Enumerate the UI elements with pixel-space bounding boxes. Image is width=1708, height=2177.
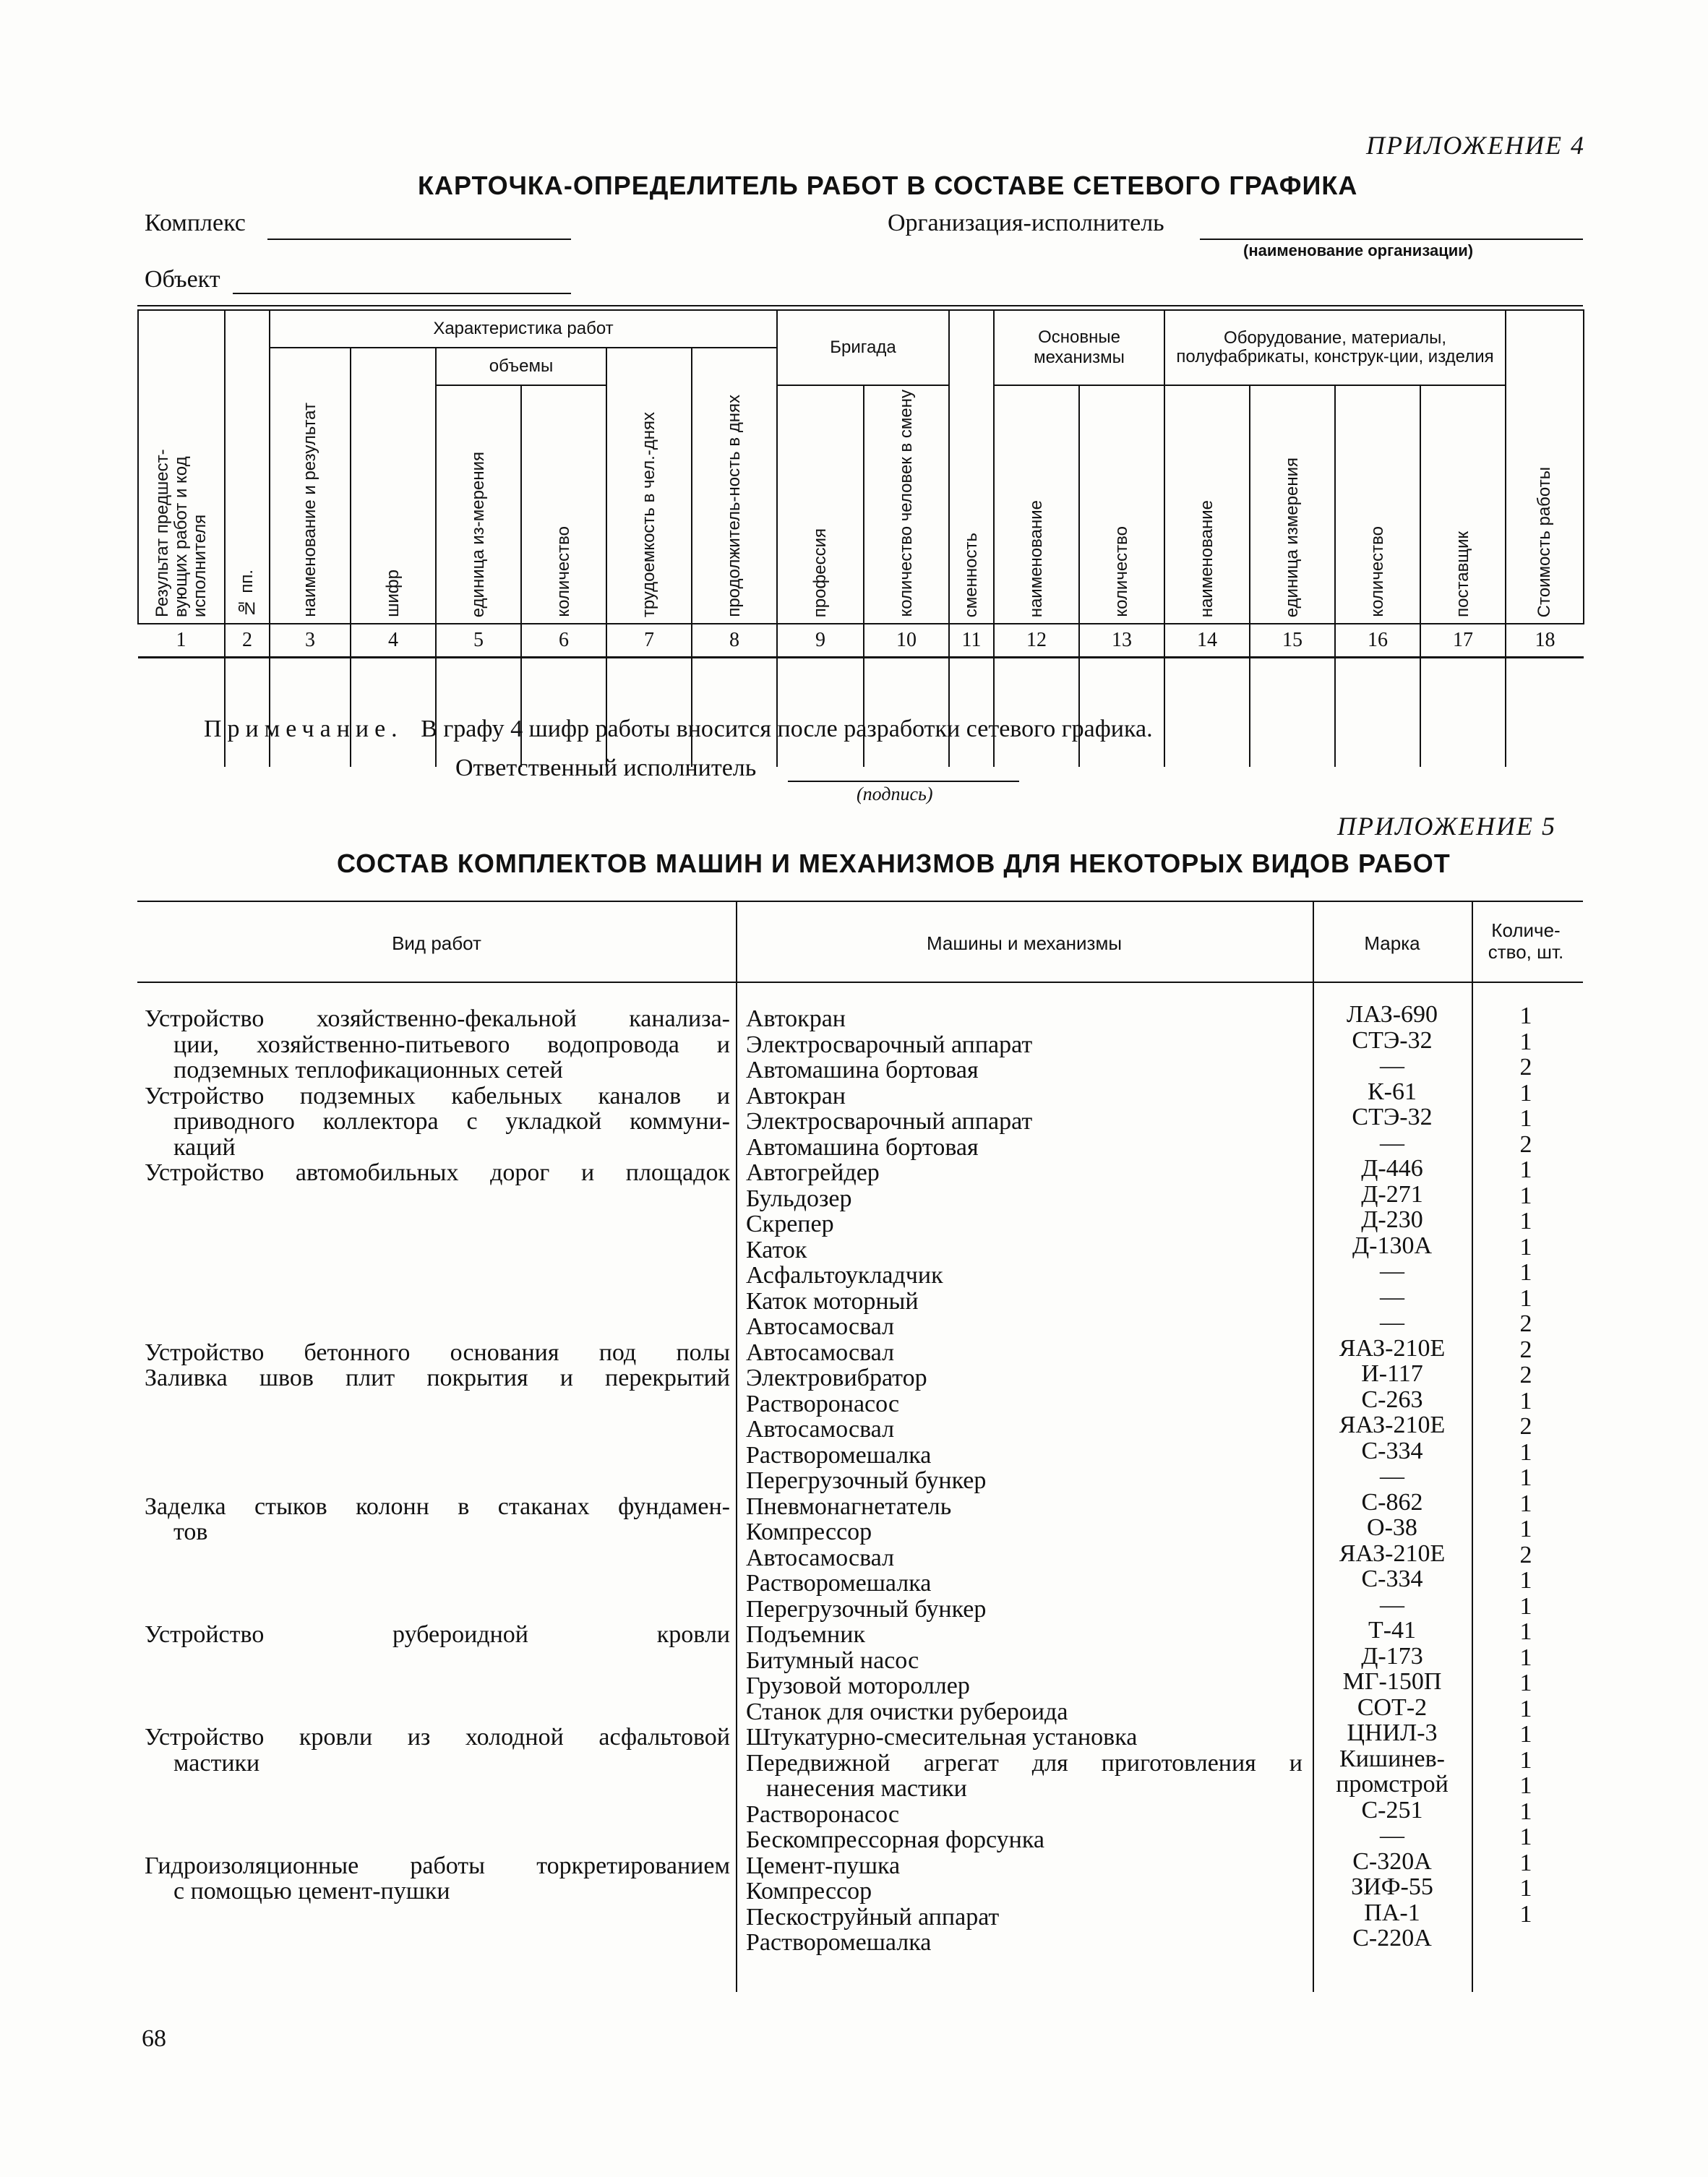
col-number: 14	[1164, 624, 1250, 658]
machine-brand: ЯАЗ-210Е	[1339, 1540, 1446, 1567]
machine-brand: С-220А	[1352, 1925, 1432, 1951]
machine-brand: СОТ-2	[1357, 1693, 1428, 1721]
group-characteristic: Характеристика работ	[270, 310, 777, 348]
blank-cell[interactable]	[351, 658, 436, 768]
machine-name: Подъемник	[746, 1621, 865, 1648]
machine-name: Асфальтоукладчик	[746, 1262, 943, 1289]
header-work: Вид работ	[392, 932, 481, 954]
machine-brand: —	[1380, 1822, 1404, 1849]
col-no-header: № пп.	[225, 310, 270, 624]
machine-brand: Д-130А	[1352, 1232, 1433, 1259]
machine-quantity: 1	[1519, 1233, 1532, 1261]
machine-quantity: 1	[1519, 1900, 1532, 1928]
card-blank-row	[138, 658, 1584, 768]
col-labor-header: трудоемкость в чел.-днях	[606, 348, 692, 624]
col-number: 9	[777, 624, 864, 658]
page-number: 68	[142, 2025, 166, 2052]
machine-name: Автомашина бортовая	[746, 1057, 979, 1083]
work-type-line: каций	[173, 1133, 236, 1161]
machine-name: Битумный насос	[746, 1646, 919, 1674]
blank-cell[interactable]	[138, 658, 225, 768]
machine-quantity: 1	[1519, 1592, 1532, 1620]
machine-quantity: 1	[1519, 1875, 1532, 1902]
machine-quantity: 2	[1519, 1336, 1532, 1363]
column-numbers-row	[138, 624, 1584, 658]
machine-quantity: 1	[1519, 1284, 1532, 1312]
col-number: 12	[994, 624, 1079, 658]
col-number: 7	[606, 624, 692, 658]
machine-quantity: 1	[1519, 1490, 1532, 1517]
machine-quantity: 1	[1519, 1516, 1532, 1542]
work-type-line: Устройство рубероидной кровли	[145, 1621, 730, 1648]
complex-label: Комплекс	[145, 210, 246, 236]
machine-quantity: 1	[1519, 1028, 1532, 1055]
work-type-line: Гидроизоляционные работы торкретированием	[145, 1852, 730, 1879]
blank-cell[interactable]	[225, 658, 270, 768]
machine-name: Автокран	[746, 1005, 846, 1032]
blank-cell[interactable]	[949, 658, 994, 768]
appendix-4-label: ПРИЛОЖЕНИЕ 4	[1366, 131, 1585, 160]
blank-cell[interactable]	[864, 658, 949, 768]
machine-name: Автогрейдер	[746, 1159, 880, 1186]
work-type-line: приводного коллектора с укладкой коммуни-	[173, 1108, 730, 1135]
work-type-line: Устройство подземных кабельных каналов и	[145, 1082, 730, 1109]
machine-quantity: 1	[1519, 1670, 1532, 1696]
machine-brand: Д-173	[1361, 1642, 1423, 1670]
machine-quantity: 2	[1519, 1310, 1532, 1337]
machine-brand: Д-271	[1361, 1180, 1423, 1208]
machine-quantity: 1	[1519, 1824, 1532, 1850]
machine-name: Автомашина бортовая	[746, 1133, 979, 1161]
machine-brand: И-117	[1361, 1360, 1423, 1387]
col-number: 1	[138, 624, 225, 658]
table5-top-rule	[137, 901, 1583, 902]
object-label: Объект	[145, 266, 220, 293]
machine-brand: С-334	[1361, 1437, 1423, 1464]
appendix-5-title: СОСТАВ КОМПЛЕКТОВ МАШИН И МЕХАНИЗМОВ ДЛЯ НЕКОТОРЫХ ВИДОВ РАБОТ	[337, 849, 1451, 878]
work-type-line: мастики	[173, 1749, 260, 1777]
machine-name: Растворонасос	[746, 1390, 900, 1417]
note-text: В графу 4 шифр работы вносится после разработки сетевого графика.	[421, 716, 1153, 742]
machine-name: Станок для очистки рубероида	[746, 1698, 1068, 1725]
col-shifts-header: сменность	[949, 310, 994, 624]
machine-quantity: 1	[1519, 1079, 1532, 1107]
col-number: 10	[864, 624, 949, 658]
machine-name: Автосамосвал	[746, 1416, 895, 1443]
machine-brand: ЛАЗ-690	[1346, 1001, 1438, 1028]
col-persons-header: количество человек в смену	[864, 385, 949, 624]
col-number: 6	[521, 624, 606, 658]
col-cost-header: Стоимость работы	[1506, 310, 1584, 624]
machine-name: Растворомешалка	[746, 1929, 932, 1956]
blank-cell[interactable]	[777, 658, 864, 768]
appendix-5-label: ПРИЛОЖЕНИЕ 5	[1337, 812, 1556, 841]
machine-brand: МГ-150П	[1342, 1668, 1442, 1695]
col-eq-unit-header: единица измерения	[1250, 385, 1335, 624]
machine-quantity: 2	[1519, 1362, 1532, 1388]
machine-quantity: 2	[1519, 1541, 1532, 1568]
machine-quantity: 1	[1519, 1721, 1532, 1748]
machine-quantity: 1	[1519, 1464, 1532, 1491]
machine-quantity: 1	[1519, 1849, 1532, 1876]
machine-quantity: 1	[1519, 1438, 1532, 1466]
header-brand: Марка	[1364, 932, 1420, 954]
machine-quantity: 1	[1519, 1772, 1532, 1799]
machine-brand: СТЭ-32	[1352, 1026, 1433, 1054]
machine-brand: Т-41	[1368, 1617, 1417, 1644]
machine-name: Автосамосвал	[746, 1544, 895, 1571]
blank-cell[interactable]	[1420, 658, 1506, 768]
col-number: 13	[1079, 624, 1164, 658]
machine-brand: —	[1380, 1052, 1404, 1079]
note	[204, 716, 1153, 743]
group-brigade: Бригада	[777, 310, 949, 385]
machine-name: Растворонасос	[746, 1800, 900, 1828]
blank-cell[interactable]	[521, 658, 606, 768]
machine-brand: С-862	[1361, 1488, 1423, 1516]
machine-brand: К-61	[1368, 1078, 1417, 1105]
machine-quantity: 1	[1519, 1182, 1532, 1209]
machine-quantity: 2	[1519, 1054, 1532, 1081]
machine-name: Скрепер	[746, 1211, 834, 1237]
col-number: 15	[1250, 624, 1335, 658]
blank-cell[interactable]	[994, 658, 1079, 768]
machine-quantity: 1	[1519, 1695, 1532, 1722]
machine-quantity: 1	[1519, 1746, 1532, 1774]
machine-brand: ЦНИЛ-3	[1347, 1719, 1438, 1746]
machine-brand: С-320А	[1352, 1847, 1432, 1875]
col-name-header: наименование и результат	[270, 348, 351, 624]
work-type-line: тов	[173, 1519, 208, 1545]
machine-name: нанесения мастики	[766, 1775, 967, 1802]
machine-brand: Д-230	[1361, 1206, 1423, 1233]
machine-name: Автосамосвал	[746, 1339, 895, 1366]
machine-brand: —	[1380, 1129, 1404, 1156]
machine-brand: С-251	[1361, 1796, 1423, 1824]
col-number: 18	[1506, 624, 1584, 658]
note-label: Примечание.	[204, 716, 403, 742]
machine-name: Пневмонагнетатель	[746, 1493, 952, 1520]
col-mech-qty-header: количество	[1079, 385, 1164, 624]
machine-name: Передвижной агрегат для приготовления и	[746, 1749, 1303, 1777]
machine-name: Компрессор	[746, 1519, 872, 1545]
org-line	[1200, 239, 1583, 240]
signature-line	[788, 781, 1019, 782]
machine-name: Каток	[746, 1236, 807, 1263]
machine-brand: ЗИФ-55	[1351, 1873, 1433, 1900]
col-qty-header: количество	[521, 385, 606, 624]
col-unit-header: единица из-мерения	[436, 385, 521, 624]
blank-cell[interactable]	[606, 658, 692, 768]
object-line	[233, 293, 571, 294]
appendix-4-title: КАРТОЧКА-ОПРЕДЕЛИТЕЛЬ РАБОТ В СОСТАВЕ СЕТЕВОГО ГРАФИКА	[418, 171, 1358, 200]
blank-cell[interactable]	[270, 658, 351, 768]
col-number: 4	[351, 624, 436, 658]
work-type-line: Устройство бетонного основания под полы	[145, 1339, 730, 1366]
org-label: Организация-исполнитель	[888, 210, 1164, 236]
header-qty: Количе-ство, шт.	[1488, 919, 1564, 963]
machine-brand: —	[1380, 1258, 1404, 1284]
machine-brand: С-263	[1361, 1386, 1423, 1413]
col-mech-name-header: наименование	[994, 385, 1079, 624]
col-eq-supplier-header: поставщик	[1420, 385, 1506, 624]
machine-brand: —	[1380, 1283, 1404, 1310]
col-number: 2	[225, 624, 270, 658]
blank-cell[interactable]	[436, 658, 521, 768]
col-number: 8	[692, 624, 777, 658]
machine-quantity: 2	[1519, 1413, 1532, 1440]
machine-name: Пескоструйный аппарат	[746, 1903, 1000, 1931]
machine-name: Бульдозер	[746, 1185, 852, 1212]
col-profession-header: профессия	[777, 385, 864, 624]
group-mechanisms: Основные механизмы	[994, 310, 1164, 385]
group-equipment: Оборудование, материалы, полуфабрикаты, конструк-ции, изделия	[1164, 310, 1506, 385]
work-type-line: Устройство кровли из холодной асфальтовой	[145, 1724, 730, 1751]
machine-name: Цемент-пушка	[746, 1852, 901, 1879]
col-result-header: Результат предшест-вующих работ и код исполнителя	[138, 310, 225, 624]
machine-name: Автокран	[746, 1082, 846, 1109]
col-number: 3	[270, 624, 351, 658]
machine-brand: —	[1380, 1309, 1404, 1336]
machine-brand: Кишинев-	[1339, 1745, 1445, 1772]
col-eq-name-header: наименование	[1164, 385, 1250, 624]
machine-quantity: 1	[1519, 1798, 1532, 1825]
machine-name: Перегрузочный бункер	[746, 1467, 987, 1494]
col-duration-header: продолжитель-ность в днях	[692, 348, 777, 624]
machine-name: Растворомешалка	[746, 1570, 932, 1597]
machine-name: Растворомешалка	[746, 1441, 932, 1469]
machine-brand: С-334	[1361, 1566, 1423, 1592]
machine-brand: Д-446	[1361, 1155, 1423, 1182]
machine-name: Электросварочный аппарат	[746, 1031, 1033, 1058]
signature-hint: (подпись)	[857, 783, 933, 804]
machine-name: Бескомпрессорная форсунка	[746, 1826, 1044, 1853]
work-type-line: Устройство автомобильных дорог и площадок	[145, 1159, 730, 1186]
work-type-line: подземных теплофикационных сетей	[173, 1057, 563, 1083]
col-number: 5	[436, 624, 521, 658]
col-code-header: шифр	[351, 348, 436, 624]
org-hint: (наименование организации)	[1243, 241, 1474, 259]
blank-cell[interactable]	[1164, 658, 1250, 768]
work-type-line: Устройство хозяйственно-фекальной канализа-	[145, 1005, 730, 1032]
work-type-line: Заделка стыков колонн в стаканах фундамен-	[145, 1493, 730, 1520]
blank-cell[interactable]	[1079, 658, 1164, 768]
machine-brand: —	[1380, 1463, 1404, 1490]
machine-brand: —	[1380, 1591, 1404, 1618]
blank-cell[interactable]	[1250, 658, 1335, 768]
machine-brand: СТЭ-32	[1352, 1104, 1433, 1130]
machine-quantity: 1	[1519, 1567, 1532, 1594]
complex-line	[267, 239, 571, 240]
machine-name: Штукатурно-смесительная установка	[746, 1724, 1138, 1751]
machine-brand: О-38	[1367, 1514, 1417, 1541]
work-type-line: с помощью цемент-пушки	[173, 1878, 450, 1905]
blank-cell[interactable]	[692, 658, 777, 768]
machine-name: Перегрузочный бункер	[746, 1595, 987, 1623]
machine-quantity: 1	[1519, 1105, 1532, 1132]
col-eq-qty-header: количество	[1335, 385, 1420, 624]
header-machines: Машины и механизмы	[926, 932, 1123, 954]
machine-name: Электросварочный аппарат	[746, 1108, 1033, 1135]
machine-quantity: 1	[1519, 1618, 1532, 1645]
table5-header-rule	[137, 982, 1583, 983]
machine-quantity: 1	[1519, 1156, 1532, 1183]
machine-brand: промстрой	[1336, 1771, 1449, 1798]
machine-quantity: 1	[1519, 1644, 1532, 1671]
group-volumes: объемы	[436, 348, 606, 385]
card-top-rule	[137, 305, 1583, 306]
machine-quantity: 2	[1519, 1130, 1532, 1158]
machine-brand: ЯАЗ-210Е	[1339, 1334, 1446, 1362]
col-number: 16	[1335, 624, 1420, 658]
machine-brand: ЯАЗ-210Е	[1339, 1412, 1446, 1438]
machine-name: Электровибратор	[746, 1365, 927, 1391]
machine-name: Автосамосвал	[746, 1313, 895, 1340]
machine-brand: ПА-1	[1364, 1899, 1420, 1926]
machine-quantity: 1	[1519, 1002, 1532, 1029]
blank-cell[interactable]	[1335, 658, 1420, 768]
col-number: 11	[949, 624, 994, 658]
machine-quantity: 1	[1519, 1387, 1532, 1414]
table5-divider	[736, 901, 737, 1992]
col-number: 17	[1420, 624, 1506, 658]
responsible-label: Ответственный исполнитель	[455, 755, 757, 781]
machine-quantity: 1	[1519, 1208, 1532, 1235]
work-type-line: Заливка швов плит покрытия и перекрытий	[145, 1365, 730, 1391]
machine-name: Компрессор	[746, 1878, 872, 1905]
machine-name: Грузовой мотороллер	[746, 1673, 970, 1699]
work-type-line: ции, хозяйственно-питьевого водопровода и	[173, 1031, 730, 1058]
blank-cell[interactable]	[1506, 658, 1584, 768]
machine-quantity: 1	[1519, 1259, 1532, 1286]
machine-name: Каток моторный	[746, 1287, 919, 1315]
work-card-table	[137, 309, 1584, 767]
